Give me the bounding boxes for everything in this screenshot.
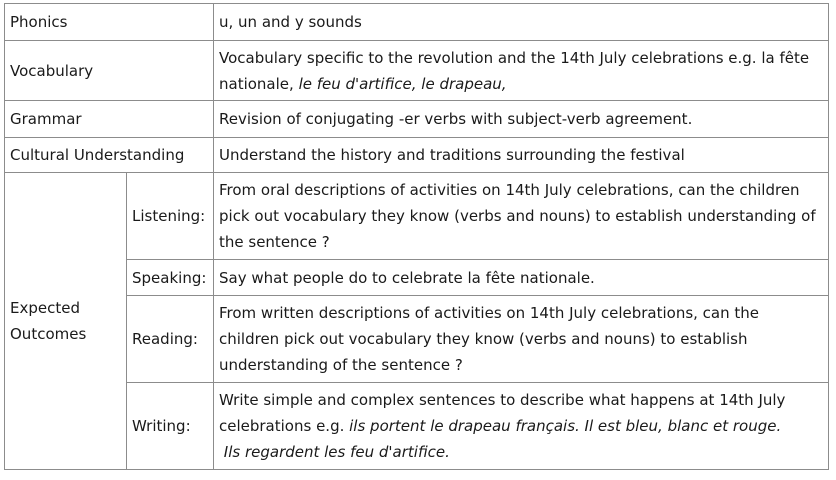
listening-label: Listening:	[127, 173, 214, 260]
grammar-label: Grammar	[5, 101, 214, 138]
writing-label: Writing:	[127, 383, 214, 470]
writing-cell	[214, 383, 829, 470]
table-row-cultural	[5, 138, 829, 173]
cultural-text: Understand the history and traditions surrounding the festival	[214, 138, 829, 173]
reading-text: From written descriptions of activities on 14th July celebrations, can the children pick out vocabulary they know (verbs and nouns) to establish understanding of the sentence ?	[214, 296, 829, 383]
table-row-listening	[5, 173, 829, 260]
plan-table-container	[4, 3, 829, 470]
table-row-writing	[5, 383, 829, 470]
reading-label: Reading:	[127, 296, 214, 383]
lesson-plan-table	[4, 3, 829, 470]
listening-text: From oral descriptions of activities on 14th July celebrations, can the children pick out vocabulary they know (verbs and nouns) to establish understanding of the sentence ?	[214, 173, 829, 260]
outcomes-label: Expected Outcomes	[5, 173, 127, 470]
writing-example-1: ils portent le drapeau français. Il est bleu, blanc et rouge.	[349, 417, 782, 435]
phonics-text: u, un and y sounds	[214, 4, 829, 41]
table-row-vocabulary	[5, 41, 829, 101]
grammar-text: Revision of conjugating -er verbs with subject-verb agreement.	[214, 101, 829, 138]
cultural-label: Cultural Understanding	[5, 138, 214, 173]
writing-example-2: Ils regardent les feu d'artifice.	[223, 443, 450, 461]
speaking-label: Speaking:	[127, 260, 214, 296]
phonics-label: Phonics	[5, 4, 214, 41]
table-row-reading	[5, 296, 829, 383]
vocabulary-label: Vocabulary	[5, 41, 214, 101]
speaking-text: Say what people do to celebrate la fête nationale.	[214, 260, 829, 296]
table-row-speaking	[5, 260, 829, 296]
vocabulary-examples: le feu d'artifice, le drapeau,	[298, 74, 507, 93]
vocabulary-cell	[214, 41, 829, 101]
writing-text: Write simple and complex sentences to describe what happens at 14th July celebrations e.g.	[219, 391, 786, 435]
table-row-grammar	[5, 101, 829, 138]
table-row-phonics	[5, 4, 829, 41]
vocabulary-text: Vocabulary specific to the revolution and the 14th July celebrations e.g. la fête nationale,	[219, 48, 810, 93]
